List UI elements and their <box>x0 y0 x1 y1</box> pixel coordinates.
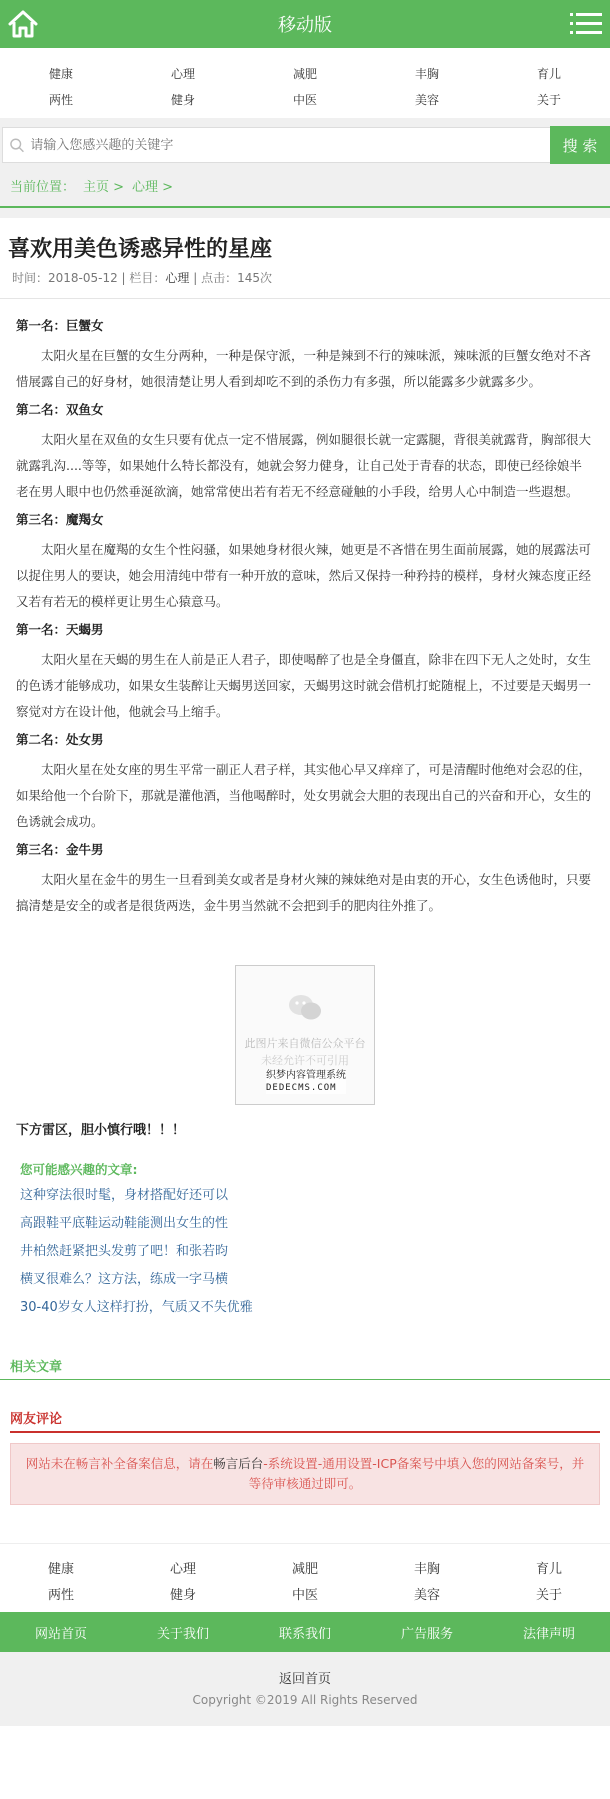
meta-views: | 点击：145次 <box>189 271 273 285</box>
section-text: 太阳火星在双鱼的女生只要有优点一定不惜展露，例如腿很长就一定露腿，背很美就露背，胸部很大就露乳沟....等等，如果她什么特长都没有，她就会努力健身，让自己处于青春的状态，即使已经徐娘半老在男人眼中也仍然垂涎欲滴，她常常使出若有若无不经意碰触的小手段，给男人心中制造一些遐想。 <box>16 432 592 499</box>
section-text: 太阳火星在金牛的男生一旦看到美女或者是身材火辣的辣妹绝对是由衷的开心，女生色诱他时，只要搞清楚是安全的或者是很货两迭，金牛男当然就不会把到手的肥肉往外推了。 <box>16 872 592 913</box>
interest-link[interactable]: 横叉很难么？这方法，练成一字马横 <box>20 1272 229 1287</box>
footer-link[interactable]: 网站首页 <box>34 1626 87 1642</box>
nav-item[interactable]: 健身 <box>170 92 195 107</box>
footer-nav-item[interactable]: 心理 <box>169 1561 196 1577</box>
comments-title: 网友评论 <box>10 1408 600 1433</box>
meta-category[interactable]: 心理 <box>165 271 190 285</box>
nav-item[interactable]: 育儿 <box>536 66 561 81</box>
section-text: 太阳火星在魔羯的女生个性闷骚，如果她身材很火辣，她更是不吝惜在男生面前展露，她的展露法可以捉住男人的要诀，她会用清纯中带有一种开放的意味，然后又保持一种矜持的模样，身材火辣态度正经又若有若无的模样更让男生心猿意马。 <box>16 542 592 609</box>
interest-link[interactable]: 井柏然赶紧把头发剪了吧！和张若昀 <box>20 1244 229 1259</box>
footer-nav-item[interactable]: 育儿 <box>535 1561 562 1577</box>
section-heading: 第二名：处女男 <box>16 732 104 747</box>
section-heading: 第三名：魔羯女 <box>16 512 104 527</box>
article-image-placeholder <box>235 965 375 1105</box>
section-heading: 第一名：巨蟹女 <box>16 318 104 333</box>
wechat-icon <box>288 994 322 1022</box>
notice-link[interactable]: 畅言后台 <box>213 1456 264 1471</box>
notice-text: 网站未在畅言补全备案信息，请在 <box>25 1456 214 1471</box>
spacer <box>0 1380 610 1408</box>
nav-item[interactable]: 关于 <box>536 92 561 107</box>
meta-time: 时间：2018-05-12 | 栏目： <box>12 271 166 285</box>
image-caption: 此图片来自微信公众平台 <box>244 1037 366 1050</box>
notice-text: -系统设置-通用设置-ICP备案号中填入您的网站备案号，并等待审核通过即可。 <box>248 1456 585 1491</box>
image-caption: 未经允许不可引用 <box>261 1054 349 1067</box>
watermark-text: DEDECMS.COM <box>266 1083 337 1093</box>
footer-nav-item[interactable]: 丰胸 <box>413 1561 440 1577</box>
search-icon <box>9 137 24 153</box>
article-meta <box>0 269 610 299</box>
comments-section <box>0 1408 610 1505</box>
watermark-text: 织梦内容管理系统 <box>266 1070 346 1081</box>
nav-item[interactable]: 美容 <box>414 92 439 107</box>
top-header <box>0 0 610 48</box>
home-icon[interactable] <box>6 8 40 40</box>
interest-label: 您可能感兴趣的文章: <box>20 1162 138 1177</box>
footer-link[interactable]: 关于我们 <box>156 1626 209 1642</box>
footer-link[interactable]: 联系我们 <box>278 1626 331 1642</box>
breadcrumb-home[interactable]: 主页 > <box>83 179 125 195</box>
footer-bottom <box>0 1652 610 1726</box>
divider <box>0 118 610 126</box>
breadcrumb-label: 当前位置： <box>10 179 76 195</box>
comments-notice <box>10 1443 600 1505</box>
nav-item[interactable]: 减肥 <box>292 66 317 81</box>
section-heading: 第一名：天蝎男 <box>16 622 104 637</box>
breadcrumb <box>0 164 610 208</box>
interest-link[interactable]: 这种穿法很时髦，身材搭配好还可以 <box>20 1188 229 1203</box>
interest-link[interactable]: 30-40岁女人这样打扮，气质又不失优雅 <box>20 1300 253 1315</box>
nav-item[interactable]: 心理 <box>170 66 195 81</box>
related-interest <box>0 1152 610 1332</box>
section-text: 太阳火星在处女座的男生平常一副正人君子样，其实他心早又痒痒了，可是清醒时他绝对会忍的住，如果给他一个台阶下，那就是灌他酒，当他喝醉时，处女男就会大胆的表现出自己的兴奋和开心，女生的色诱就会成功。 <box>16 762 592 829</box>
search-box <box>2 127 550 163</box>
section-text: 太阳火星在天蝎的男生在人前是正人君子，即使喝醉了也是全身僵直，除非在四下无人之处时，女生的色诱才能够成功，如果女生装醉让天蝎男送回家，天蝎男这时就会借机打蛇随棍上，不过要是天蝎男一察觉对方在设计他，他就会马上缩手。 <box>16 652 592 719</box>
section-heading: 第二名：双鱼女 <box>16 402 104 417</box>
interest-link[interactable]: 高跟鞋平底鞋运动鞋能测出女生的性 <box>20 1216 229 1231</box>
footer-link[interactable]: 广告服务 <box>400 1626 453 1642</box>
footer-category-nav <box>0 1543 610 1612</box>
footer-nav-item[interactable]: 健康 <box>47 1561 74 1577</box>
section-text: 太阳火星在巨蟹的女生分两种，一种是保守派，一种是辣到不行的辣味派，辣味派的巨蟹女绝对不吝惜展露自己的好身材，她很清楚让男人看到却吃不到的杀伤力有多强，所以能露多少就露多少。 <box>16 348 592 389</box>
divider <box>0 208 610 218</box>
nav-item[interactable]: 中医 <box>292 92 317 107</box>
footer-nav-item[interactable]: 中医 <box>291 1587 318 1603</box>
warning-text: 下方雷区，胆小慎行哦！！！ <box>16 1123 186 1138</box>
watermark <box>266 1070 346 1094</box>
search-input[interactable] <box>30 138 550 153</box>
footer-nav-item[interactable]: 两性 <box>47 1587 74 1603</box>
nav-item[interactable]: 健康 <box>48 66 73 81</box>
back-home-link[interactable]: 返回首页 <box>278 1672 331 1687</box>
breadcrumb-category[interactable]: 心理 > <box>132 179 174 195</box>
nav-item[interactable]: 两性 <box>48 92 73 107</box>
site-title: 移动版 <box>278 15 332 36</box>
search-button[interactable]: 搜 索 <box>550 126 610 164</box>
footer-nav-item[interactable]: 减肥 <box>291 1561 318 1577</box>
related-articles-title: 相关文章 <box>0 1356 610 1380</box>
article-title: 喜欢用美色诱惑异性的星座 <box>8 237 273 262</box>
category-nav <box>0 48 610 118</box>
footer-nav-item[interactable]: 关于 <box>535 1587 562 1603</box>
article-body <box>0 299 610 919</box>
section-heading: 第三名：金牛男 <box>16 842 104 857</box>
footer-nav-item[interactable]: 健身 <box>169 1587 196 1603</box>
search-bar <box>0 126 610 164</box>
footer-links <box>0 1612 610 1652</box>
footer-nav-item[interactable]: 美容 <box>413 1587 440 1603</box>
footer-link[interactable]: 法律声明 <box>522 1626 575 1642</box>
nav-item[interactable]: 丰胸 <box>414 66 439 81</box>
copyright: Copyright ©2019 All Rights Reserved <box>192 1693 418 1707</box>
menu-icon[interactable] <box>570 10 602 38</box>
